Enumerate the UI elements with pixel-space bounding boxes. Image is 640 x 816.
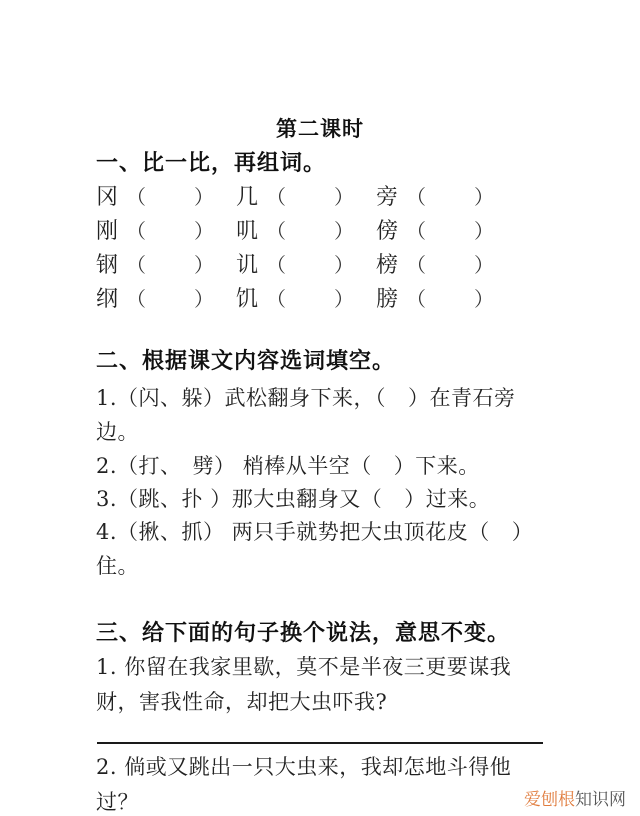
- page-title: 第二课时: [276, 116, 364, 141]
- paren-close: ）: [474, 252, 494, 277]
- watermark-part1: 爱刨根: [524, 790, 575, 810]
- grid-cell: [376, 214, 516, 245]
- paren-close: ）: [474, 184, 494, 209]
- paren-close: ）: [194, 218, 214, 243]
- answer-line[interactable]: [97, 742, 543, 744]
- grid-cell: [96, 180, 236, 211]
- site-watermark: [524, 785, 626, 810]
- grid-cell: [96, 248, 236, 279]
- watermark-part2: 知识网: [575, 790, 626, 810]
- grid-cell: [236, 248, 376, 279]
- paren-open: （: [126, 286, 146, 311]
- fill-blank-line: [96, 550, 139, 580]
- rewrite-sentence-line: 财，害我性命，却把大虫吓我?: [96, 690, 388, 714]
- character: 榜: [376, 252, 399, 278]
- section1-heading: 一、比一比，再组词。: [96, 150, 327, 176]
- paren-close: ）: [334, 184, 354, 209]
- grid-cell: [236, 214, 376, 245]
- paren-open: （: [266, 286, 286, 311]
- grid-row: [96, 178, 516, 212]
- character: 旁: [376, 184, 399, 210]
- grid-cell: [376, 282, 516, 313]
- paren-open: （: [406, 252, 426, 277]
- rewrite-sentence-line: 2. 倘或又跳出一只大虫来，我却怎地斗得他: [96, 755, 512, 779]
- fill-blank-line: [96, 382, 516, 412]
- line-text-after: ）在青石旁: [408, 386, 516, 410]
- grid-cell: [236, 282, 376, 313]
- rewrite-sentence-line: 过？: [96, 790, 139, 814]
- paren-close: ）: [194, 184, 214, 209]
- section2-heading: 二、根据课文内容选词填空。: [96, 348, 396, 374]
- character: 饥: [236, 286, 259, 312]
- line-text-before: 3.（跳、扑 ）那大虫翻身又（: [96, 487, 383, 511]
- line-text: 住。: [96, 554, 139, 578]
- line-text-before: 2.（打、 劈） 梢棒从半空（: [96, 454, 372, 478]
- character: 叽: [236, 218, 259, 244]
- paren-open: （: [126, 252, 146, 277]
- line-text-before: 1.（闪、躲）武松翻身下来，（: [96, 386, 387, 410]
- grid-cell: [376, 180, 516, 211]
- section3-heading: 三、给下面的句子换个说法，意思不变。: [96, 620, 511, 646]
- fill-blank-line: [96, 483, 490, 513]
- paren-open: （: [126, 218, 146, 243]
- paren-open: （: [266, 218, 286, 243]
- paren-close: ）: [334, 218, 354, 243]
- paren-close: ）: [334, 252, 354, 277]
- rewrite-sentence-line: 1. 你留在我家里歇，莫不是半夜三更要谋我: [96, 655, 512, 679]
- paren-open: （: [406, 184, 426, 209]
- character: 纲: [96, 286, 119, 312]
- paren-open: （: [266, 184, 286, 209]
- fill-blank-line: [96, 450, 480, 480]
- fill-blank-line: [96, 516, 533, 546]
- paren-close: ）: [334, 286, 354, 311]
- paren-open: （: [406, 286, 426, 311]
- paren-open: （: [406, 218, 426, 243]
- grid-cell: [96, 214, 236, 245]
- grid-cell: [376, 248, 516, 279]
- paren-open: （: [266, 252, 286, 277]
- line-text-after: ）过来。: [404, 487, 491, 511]
- line-text-before: 4.（揪、抓） 两只手就势把大虫顶花皮（: [96, 520, 490, 544]
- line-text: 边。: [96, 420, 139, 444]
- grid-cell: [96, 282, 236, 313]
- grid-row: [96, 280, 516, 314]
- character: 几: [236, 184, 259, 210]
- character: 傍: [376, 218, 399, 244]
- grid-cell: [236, 180, 376, 211]
- grid-row: [96, 246, 516, 280]
- paren-close: ）: [194, 286, 214, 311]
- grid-row: [96, 212, 516, 246]
- character: 冈: [96, 184, 119, 210]
- paren-close: ）: [474, 286, 494, 311]
- line-text-after: ）下来。: [393, 454, 480, 478]
- fill-blank-line: [96, 416, 139, 446]
- character: 钢: [96, 252, 119, 278]
- line-text-after: ）: [511, 520, 534, 544]
- compare-words-grid: [96, 178, 516, 314]
- paren-close: ）: [474, 218, 494, 243]
- character: 膀: [376, 286, 399, 312]
- paren-close: ）: [194, 252, 214, 277]
- character: 刚: [96, 218, 119, 244]
- character: 讥: [236, 252, 259, 278]
- paren-open: （: [126, 184, 146, 209]
